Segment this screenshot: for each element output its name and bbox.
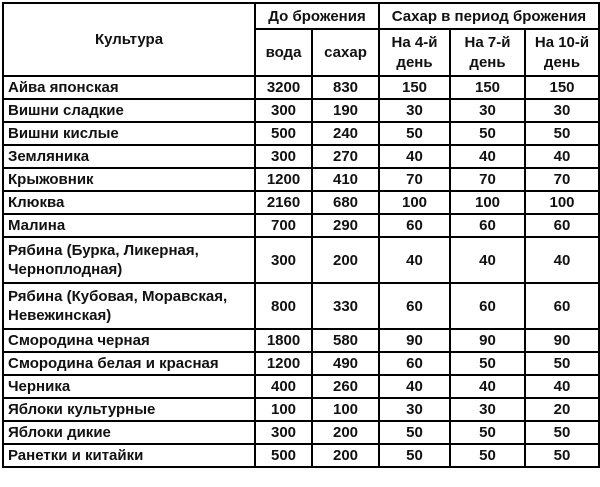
- day4-value: 60: [379, 214, 450, 237]
- day10-value: 150: [525, 76, 599, 99]
- table-row: [3, 329, 599, 352]
- water-value: 1800: [255, 329, 312, 352]
- table-header: [3, 3, 599, 76]
- culture-name: Земляника: [3, 145, 255, 168]
- day10-value: 60: [525, 214, 599, 237]
- fermentation-table-wrapper: [2, 2, 600, 468]
- sugar-value: 410: [312, 168, 379, 191]
- day10-value: 50: [525, 122, 599, 145]
- day10-value: 30: [525, 99, 599, 122]
- culture-name: Малина: [3, 214, 255, 237]
- table-row: [3, 145, 599, 168]
- sugar-value: 200: [312, 237, 379, 283]
- day7-value: 50: [450, 421, 525, 444]
- day10-value: 50: [525, 421, 599, 444]
- day4-value: 90: [379, 329, 450, 352]
- water-value: 400: [255, 375, 312, 398]
- water-value: 300: [255, 145, 312, 168]
- water-value: 800: [255, 283, 312, 329]
- table-row: [3, 444, 599, 467]
- table-row: [3, 168, 599, 191]
- culture-name: Ранетки и китайки: [3, 444, 255, 467]
- culture-name: Смородина черная: [3, 329, 255, 352]
- day7-value: 60: [450, 214, 525, 237]
- culture-name: Крыжовник: [3, 168, 255, 191]
- water-value: 1200: [255, 168, 312, 191]
- water-value: 700: [255, 214, 312, 237]
- day4-header: На 4-й день: [379, 29, 450, 76]
- day4-value: 50: [379, 444, 450, 467]
- water-value: 2160: [255, 191, 312, 214]
- water-value: 300: [255, 421, 312, 444]
- header-row-top: [3, 3, 599, 29]
- sugar-value: 490: [312, 352, 379, 375]
- day7-value: 30: [450, 398, 525, 421]
- table-row: [3, 352, 599, 375]
- table-row: [3, 237, 599, 283]
- culture-name: Вишни кислые: [3, 122, 255, 145]
- day7-value: 50: [450, 352, 525, 375]
- water-value: 300: [255, 237, 312, 283]
- day7-value: 40: [450, 145, 525, 168]
- water-value: 500: [255, 122, 312, 145]
- water-value: 100: [255, 398, 312, 421]
- day4-value: 50: [379, 122, 450, 145]
- day7-value: 60: [450, 283, 525, 329]
- day4-value: 100: [379, 191, 450, 214]
- day10-value: 90: [525, 329, 599, 352]
- day10-value: 70: [525, 168, 599, 191]
- day4-value: 50: [379, 421, 450, 444]
- day7-value: 50: [450, 444, 525, 467]
- sugar-value: 100: [312, 398, 379, 421]
- sugar-value: 270: [312, 145, 379, 168]
- table-body: [3, 76, 599, 467]
- table-row: [3, 421, 599, 444]
- sugar-header: сахар: [312, 29, 379, 76]
- day4-value: 60: [379, 283, 450, 329]
- table-row: [3, 76, 599, 99]
- water-value: 1200: [255, 352, 312, 375]
- culture-name: Черника: [3, 375, 255, 398]
- day7-value: 150: [450, 76, 525, 99]
- table-row: [3, 398, 599, 421]
- table-row: [3, 214, 599, 237]
- day4-value: 70: [379, 168, 450, 191]
- sugar-value: 290: [312, 214, 379, 237]
- day7-value: 50: [450, 122, 525, 145]
- day7-value: 40: [450, 237, 525, 283]
- day4-value: 150: [379, 76, 450, 99]
- day7-value: 100: [450, 191, 525, 214]
- day7-value: 30: [450, 99, 525, 122]
- day7-header: На 7-й день: [450, 29, 525, 76]
- day10-value: 20: [525, 398, 599, 421]
- sugar-value: 240: [312, 122, 379, 145]
- table-row: [3, 99, 599, 122]
- water-value: 3200: [255, 76, 312, 99]
- table-row: [3, 283, 599, 329]
- culture-header: Культура: [3, 3, 255, 76]
- sugar-value: 260: [312, 375, 379, 398]
- day10-value: 40: [525, 145, 599, 168]
- day10-value: 40: [525, 237, 599, 283]
- culture-name: Рябина (Бурка, Ликерная, Черноплодная): [3, 237, 255, 283]
- day10-value: 40: [525, 375, 599, 398]
- day4-value: 40: [379, 375, 450, 398]
- day10-value: 100: [525, 191, 599, 214]
- culture-name: Вишни сладкие: [3, 99, 255, 122]
- day4-value: 60: [379, 352, 450, 375]
- sugar-during-fermentation-header: Сахар в период брожения: [379, 3, 599, 29]
- day4-value: 40: [379, 237, 450, 283]
- culture-name: Яблоки культурные: [3, 398, 255, 421]
- day4-value: 30: [379, 99, 450, 122]
- water-header: вода: [255, 29, 312, 76]
- table-row: [3, 191, 599, 214]
- sugar-value: 200: [312, 444, 379, 467]
- table-row: [3, 122, 599, 145]
- day7-value: 70: [450, 168, 525, 191]
- day4-value: 40: [379, 145, 450, 168]
- sugar-value: 830: [312, 76, 379, 99]
- day4-value: 30: [379, 398, 450, 421]
- before-fermentation-header: До брожения: [255, 3, 379, 29]
- day10-value: 50: [525, 444, 599, 467]
- culture-name: Смородина белая и красная: [3, 352, 255, 375]
- day7-value: 90: [450, 329, 525, 352]
- day10-value: 60: [525, 283, 599, 329]
- culture-name: Рябина (Кубовая, Моравская, Невежинская): [3, 283, 255, 329]
- table-row: [3, 375, 599, 398]
- water-value: 300: [255, 99, 312, 122]
- culture-name: Клюква: [3, 191, 255, 214]
- sugar-value: 190: [312, 99, 379, 122]
- day10-header: На 10-й день: [525, 29, 599, 76]
- sugar-value: 680: [312, 191, 379, 214]
- day7-value: 40: [450, 375, 525, 398]
- sugar-value: 580: [312, 329, 379, 352]
- sugar-value: 200: [312, 421, 379, 444]
- culture-name: Яблоки дикие: [3, 421, 255, 444]
- fermentation-table: [2, 2, 600, 468]
- sugar-value: 330: [312, 283, 379, 329]
- day10-value: 50: [525, 352, 599, 375]
- water-value: 500: [255, 444, 312, 467]
- culture-name: Айва японская: [3, 76, 255, 99]
